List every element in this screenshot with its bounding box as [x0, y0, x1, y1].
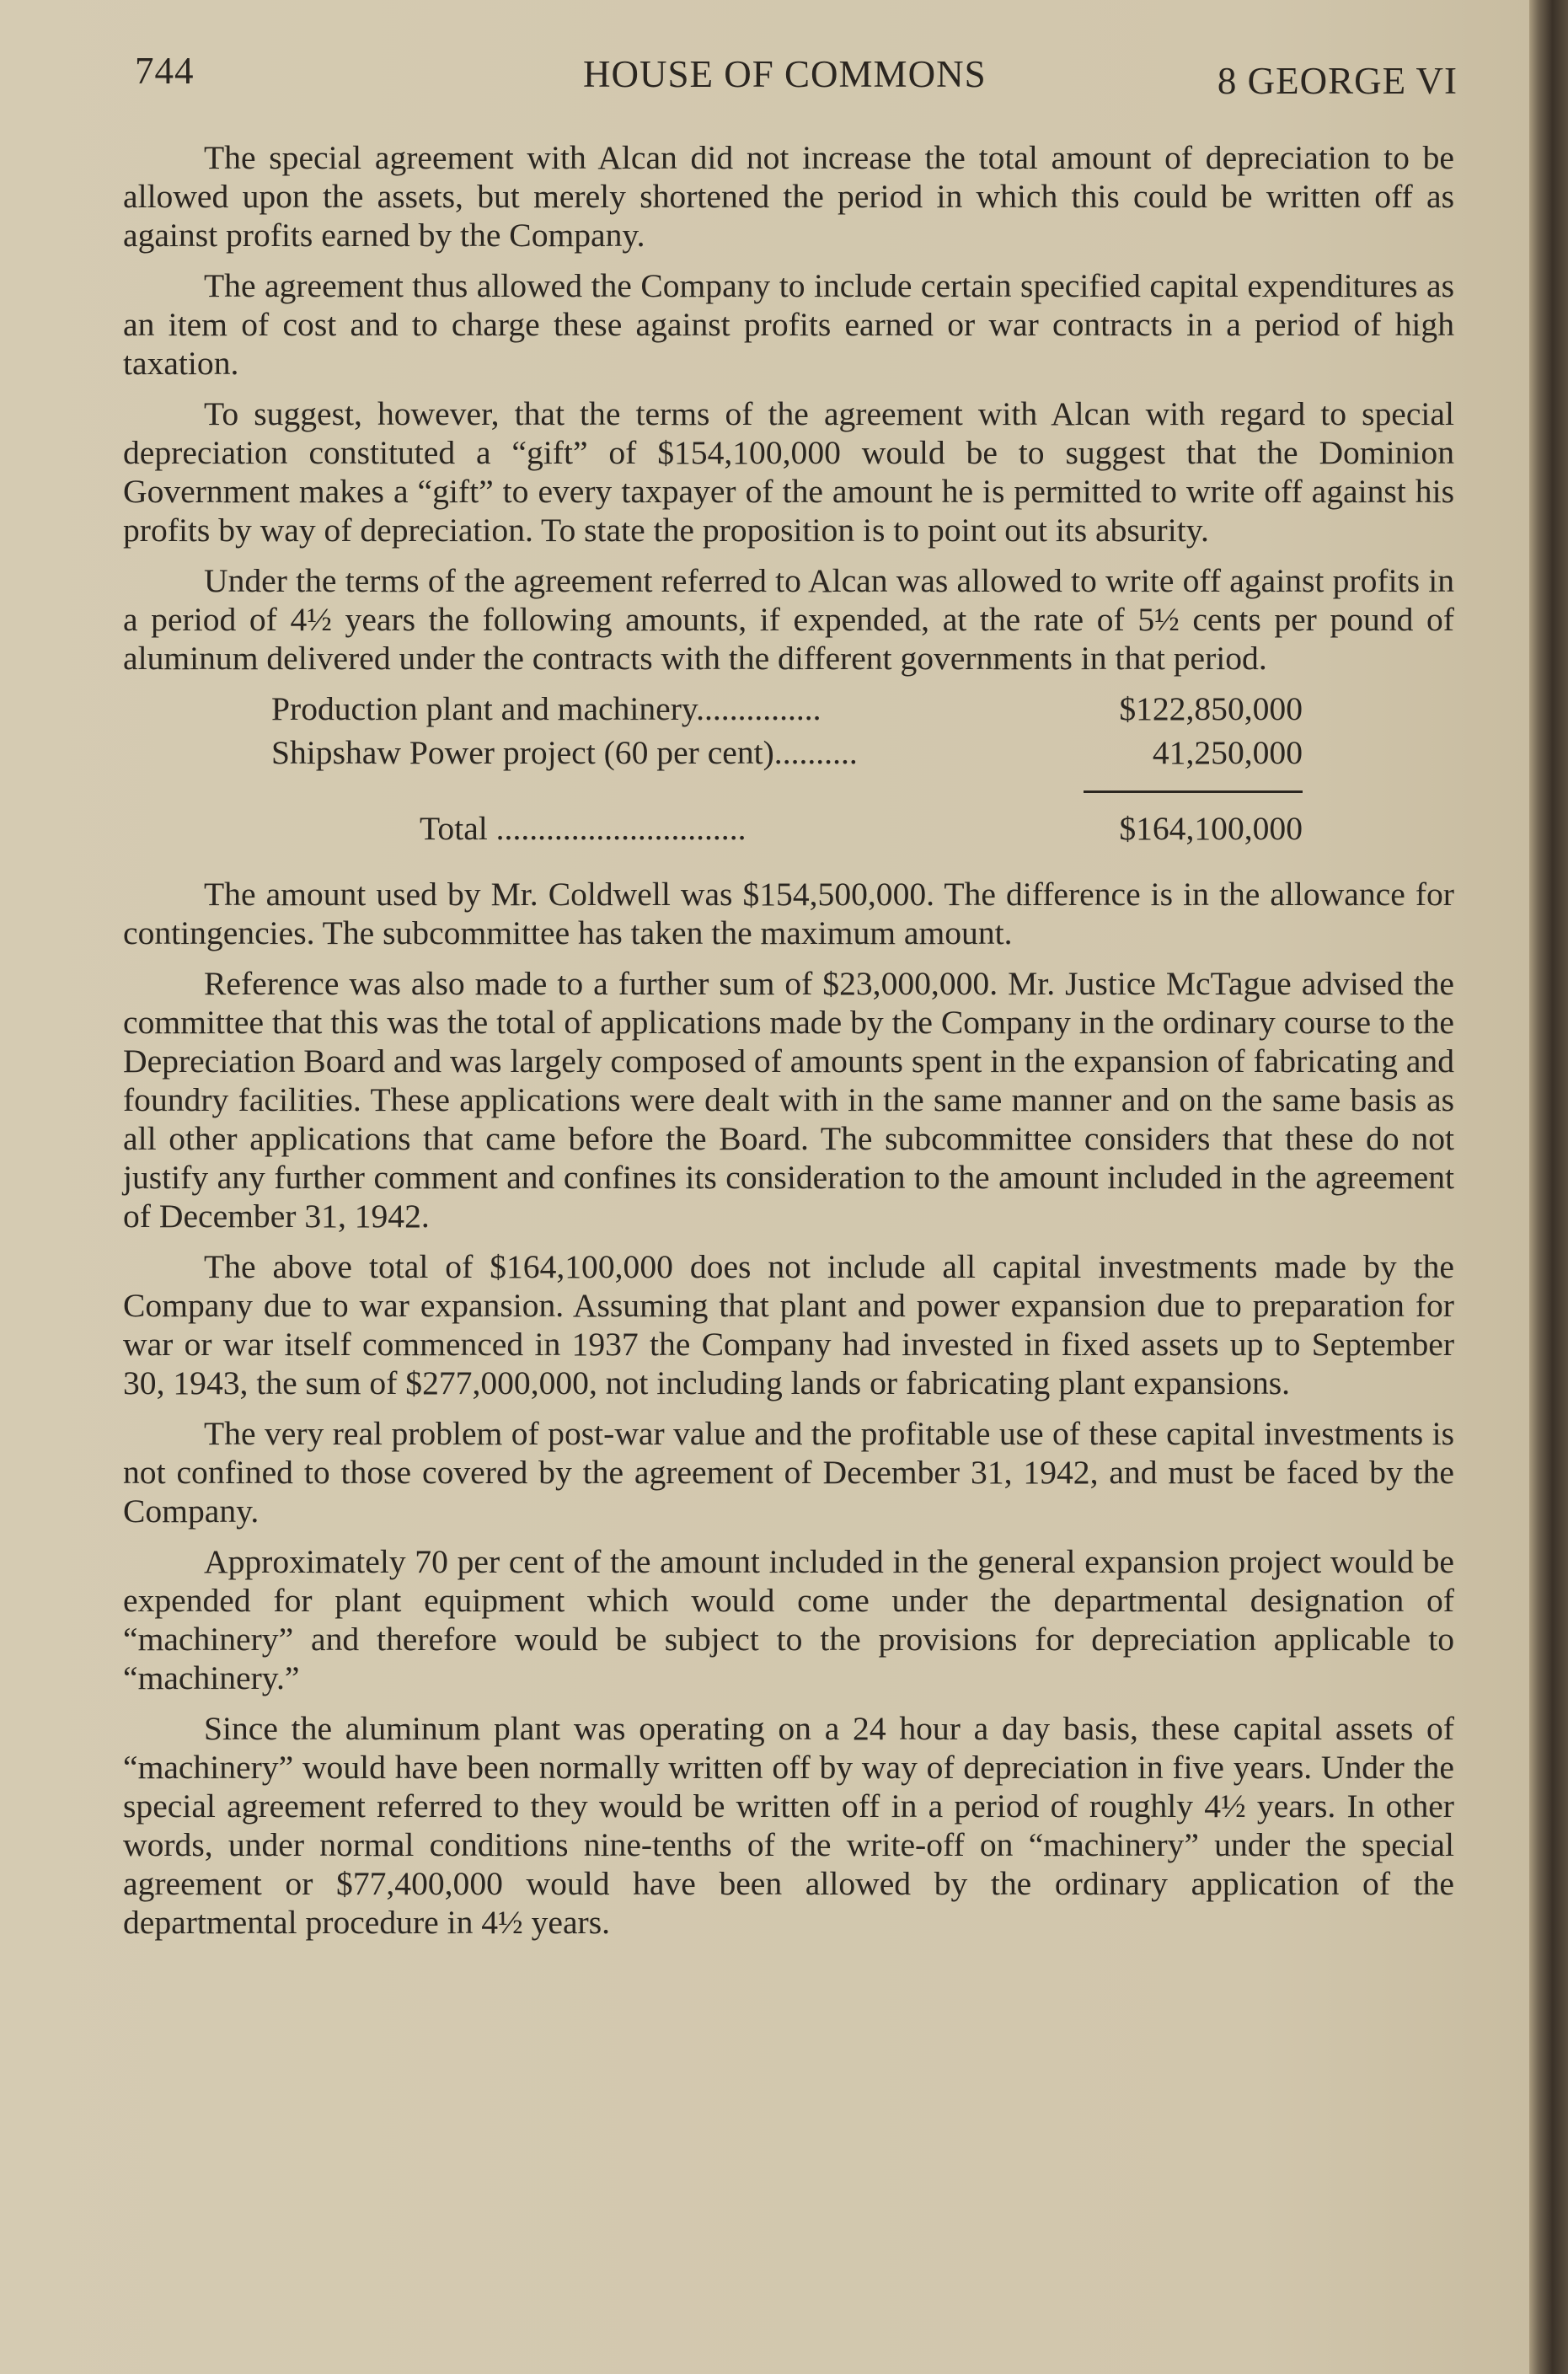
paragraph: The special agreement with Alcan did not increase the total amount of depreciation to be allowed upon the assets, but merely shortened the period in which this could be written off as against profits earned by the Company.: [123, 139, 1454, 254]
paragraph: The above total of $164,100,000 does not include all capital investments made by the Company due to war expansion. Assuming that plant and power expansion due to preparation for war or war itself commenced in 1937 the Company had invested in fixed assets up to September 30, 1943, the sum of $277,000,000, not including lands or fabricating plant expansions.: [123, 1248, 1454, 1401]
row-value: $122,850,000: [1119, 690, 1303, 727]
row-label: Shipshaw Power project (60 per cent)..........: [271, 734, 858, 771]
page-edge: [1529, 0, 1568, 2374]
row-label: Production plant and machinery...............: [271, 690, 821, 727]
page-header: [135, 49, 1458, 102]
total-value: $164,100,000: [1119, 810, 1303, 847]
page-body: [123, 138, 1454, 1953]
total-label: Total ..............................: [420, 810, 747, 847]
table-total-row: [123, 809, 1303, 853]
page-number: 744: [135, 50, 195, 92]
paragraph: Under the terms of the agreement referred to Alcan was allowed to write off against profits in a period of 4½ years the following amounts, if expended, at the rate of 5½ cents per pound of aluminum delivered under the contracts with the different governments in that period.: [123, 562, 1454, 677]
running-title: HOUSE OF COMMONS: [583, 53, 987, 95]
total-rule: [1084, 790, 1303, 793]
paragraph: The agreement thus allowed the Company to include certain specified capital expenditures as an item of cost and to charge these against profits earned or war contracts in a period of high taxation.: [123, 267, 1454, 382]
table-row: [123, 733, 1303, 777]
paragraph: The amount used by Mr. Coldwell was $154,500,000. The difference is in the allowance for contingencies. The subcommittee has taken the maximum amount.: [123, 876, 1454, 951]
paragraph: To suggest, however, that the terms of the agreement with Alcan with regard to special depreciation constituted a “gift” of $154,100,000 would be to suggest that the Dominion Government makes a “gift” to every taxpayer of the amount he is permitted to write off against his profits by way of depreciation. To state the proposition is to point out its absurity.: [123, 395, 1454, 549]
amounts-table: [123, 689, 1454, 868]
paragraph: Approximately 70 per cent of the amount included in the general expansion project would be expended for plant equipment which would come under the departmental designation of “machinery” and therefore would be subject to the provisions for depreciation applicable to “machinery.”: [123, 1543, 1454, 1696]
paragraph: Since the aluminum plant was operating on a 24 hour a day basis, these capital assets of “machinery” would have been normally written off by way of depreciation in five years. Under the special agreement referred to they would be written off in a period of roughly 4½ years. In other words, under normal conditions nine-tenths of the write-off on “machinery” under the special agreement or $77,400,000 would have been allowed by the ordinary application of the departmental procedure in 4½ years.: [123, 1710, 1454, 1941]
row-value: 41,250,000: [1152, 734, 1303, 771]
table-row: [123, 689, 1303, 733]
paragraph: Reference was also made to a further sum of $23,000,000. Mr. Justice McTague advised the committee that this was the total of applications made by the Company in the ordinary course to the Depreciation Board and was largely composed of amounts spent in the expansion of fabricating and foundry facilities. These applications were dealt with in the same manner and on the same basis as all other applications that came before the Board. The subcommittee considers that these do not justify any further comment and confines its consideration to the amount included in the agreement of December 31, 1942.: [123, 965, 1454, 1235]
paragraph: The very real problem of post-war value and the profitable use of these capital investments is not confined to those covered by the agreement of December 31, 1942, and must be faced by the Company.: [123, 1415, 1454, 1530]
reign-label: 8 GEORGE VI: [1217, 60, 1458, 102]
